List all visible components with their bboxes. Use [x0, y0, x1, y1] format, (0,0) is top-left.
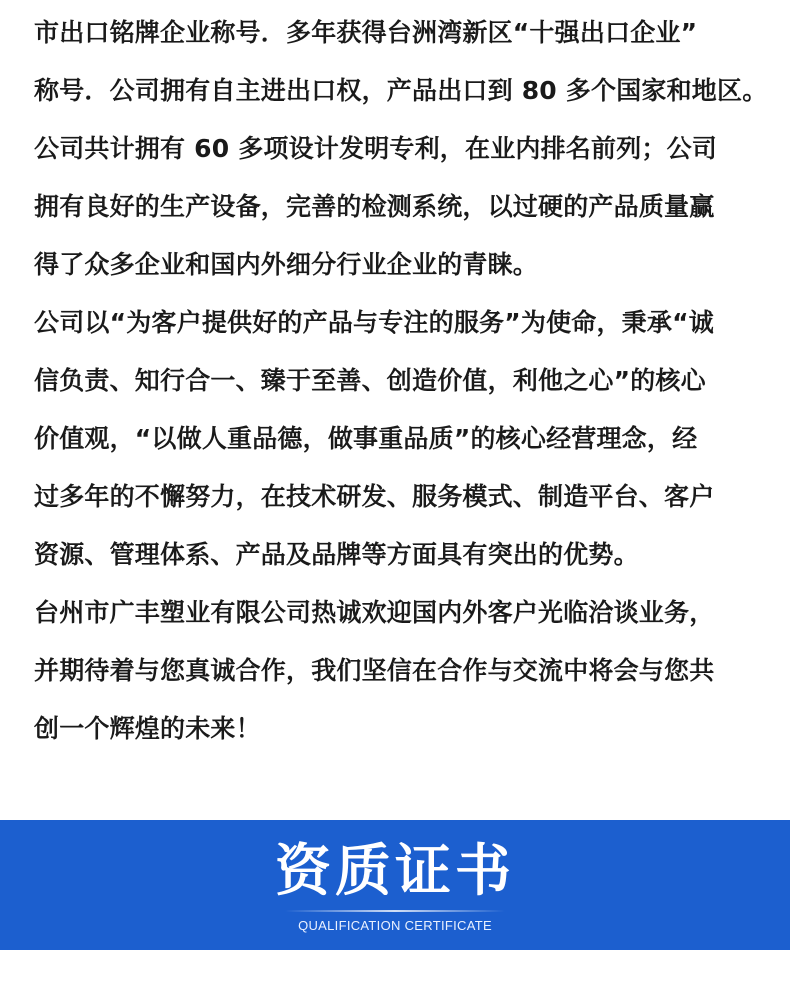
text-line: 并期待着与您真诚合作，我们坚信在合作与交流中将会与您共: [34, 656, 715, 685]
text-line: 称号．公司拥有自主进出口权，产品出口到 80 多个国家和地区。: [34, 76, 768, 105]
text-line: 公司以“为客户提供好的产品与专注的服务”为使命，秉承“诚: [34, 308, 714, 337]
banner-title: 资质证书: [275, 839, 515, 904]
text-line: 过多年的不懈努力，在技术研发、服务模式、制造平台、客户: [34, 482, 715, 511]
text-line: 拥有良好的生产设备，完善的检测系统，以过硬的产品质量赢: [34, 192, 715, 221]
banner-divider: [285, 910, 505, 912]
company-intro-text: [34, 4, 784, 758]
text-line: 资源、管理体系、产品及品牌等方面具有突出的优势。: [34, 540, 639, 569]
text-line: 公司共计拥有 60 多项设计发明专利，在业内排名前列；公司: [34, 134, 717, 163]
section-banner: [0, 820, 790, 950]
text-line: 价值观，“以做人重品德，做事重品质”的核心经营理念，经: [34, 424, 698, 453]
text-line: 信负责、知行合一、臻于至善、创造价值，利他之心”的核心: [34, 366, 706, 395]
text-line: 创一个辉煌的未来！: [34, 714, 261, 743]
text-line: 市出口铭牌企业称号．多年获得台洲湾新区“十强出口企业”: [34, 18, 698, 47]
banner-subtitle: QUALIFICATION CERTIFICATE: [298, 918, 492, 933]
text-line: 得了众多企业和国内外细分行业企业的青睐。: [34, 250, 539, 279]
text-line: 台州市广丰塑业有限公司热诚欢迎国内外客户光临洽谈业务，: [34, 598, 715, 627]
